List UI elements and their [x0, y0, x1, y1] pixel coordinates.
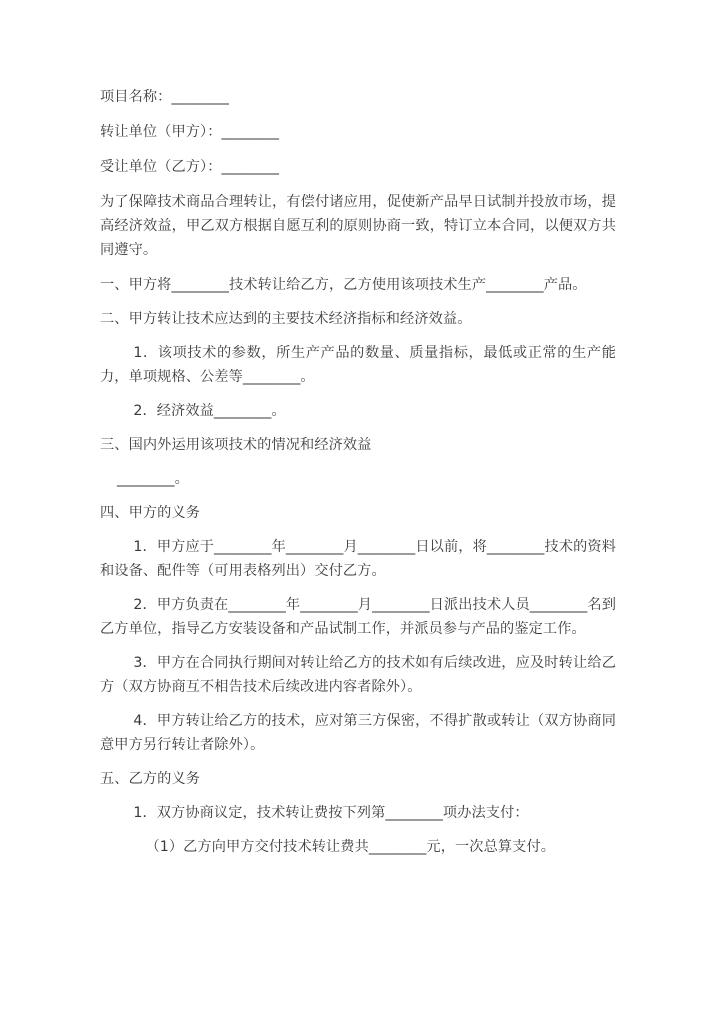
clause-4-item-2: 2．甲方负责在________年________月________日派出技术人员________名到乙方单位，指导乙方安装设备和产品试制工作，并派员参与产品的鉴定工作。 [100, 597, 616, 637]
field-project-name: 项目名称：________ [100, 89, 229, 105]
clause-3-heading: 三、国内外运用该项技术的情况和经济效益 [100, 437, 372, 453]
preamble-paragraph: 为了保障技术商品合理转让，有偿付诸应用，促使新产品早日试制并投放市场，提高经济效益，甲乙双方根据自愿互利的原则协商一致，特订立本合同，以便双方共同遵守。 [100, 194, 616, 258]
clause-4-item-4: 4．甲方转让给乙方的技术，应对第三方保密，不得扩散或转让（双方协商同意甲方另行转让者除外）。 [100, 713, 616, 753]
field-transferor-party-a: 转让单位（甲方）：________ [100, 124, 280, 140]
clause-5-heading: 五、乙方的义务 [100, 771, 201, 787]
clause-5-item-1-sub-1: （1）乙方向甲方交付技术转让费共________元，一次总算支付。 [145, 839, 556, 855]
clause-2-item-1: 1．该项技术的参数，所生产产品的数量、质量指标，最低或正常的生产能力，单项规格、公差等________。 [100, 345, 616, 385]
clause-3-blank-line: ________。 [117, 471, 189, 487]
document-body [100, 85, 616, 859]
clause-4-item-3: 3．甲方在合同执行期间对转让给乙方的技术如有后续改进，应及时转让给乙方（双方协商互不相告技术后续改进内容者除外）。 [100, 655, 616, 695]
clause-5-item-1: 1．双方协商议定，技术转让费按下列第________项办法支付： [133, 805, 529, 821]
clause-1-heading: 一、甲方将________技术转让给乙方，乙方使用该项技术生产________产品。 [100, 277, 587, 293]
clause-2-item-2: 2．经济效益________。 [133, 403, 286, 419]
clause-4-heading: 四、甲方的义务 [100, 505, 201, 521]
field-transferee-party-b: 受让单位（乙方）：________ [100, 159, 280, 175]
clause-2-heading: 二、甲方转让技术应达到的主要技术经济指标和经济效益。 [100, 311, 472, 327]
clause-4-item-1: 1．甲方应于________年________月________日以前，将________技术的资料和设备、配件等（可用表格列出）交付乙方。 [100, 539, 616, 579]
